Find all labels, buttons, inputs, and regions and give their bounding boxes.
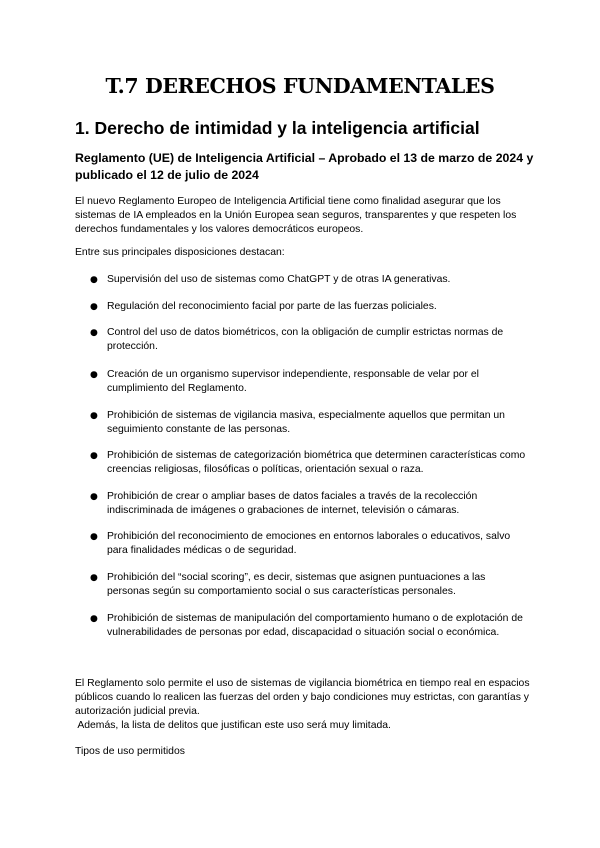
list-item-text: Prohibición del “social scoring”, es decir, sistemas que asignen puntuaciones a las personas según su comportamiento social o sus características personales. bbox=[107, 572, 486, 597]
bullet-icon: ● bbox=[90, 370, 98, 380]
list-item-text: Regulación del reconocimiento facial por parte de las fuerzas policiales. bbox=[107, 301, 437, 312]
bullet-icon: ● bbox=[90, 532, 98, 542]
bullet-icon: ● bbox=[90, 451, 98, 461]
bullet-icon: ● bbox=[90, 302, 98, 312]
provisions-lead: Entre sus principales disposiciones destacan: bbox=[75, 247, 285, 258]
intro-paragraph: El nuevo Reglamento Europeo de Inteligencia Artificial tiene como finalidad asegurar que los sistemas de IA empleados en la Unión Europea sean seguros, transparentes y que respeten los derechos fundamentales y los valores democráticos europeos. bbox=[75, 196, 517, 235]
bullet-icon: ● bbox=[90, 328, 98, 338]
list-item-text: Prohibición de sistemas de categorización biométrica que determinen características como creencias religiosas, filosóficas o políticas, orientación sexual o raza. bbox=[107, 450, 526, 475]
closing-paragraph: El Reglamento solo permite el uso de sistemas de vigilancia biométrica en tiempo real en espacios públicos cuando lo realicen las fuerzas del orden y bajo condiciones muy estrictas, con garantías y autorización judicial previa. bbox=[75, 678, 530, 717]
list-item-text: Prohibición de sistemas de vigilancia masiva, especialmente aquellos que permitan un seguimiento constante de las personas. bbox=[107, 410, 505, 435]
list-item-text: Control del uso de datos biométricos, con la obligación de cumplir estrictas normas de protección. bbox=[107, 327, 504, 352]
list-item-text: Prohibición de crear o ampliar bases de datos faciales a través de la recolección indiscriminada de imágenes o grabaciones de internet, televisión o cámaras. bbox=[107, 491, 478, 516]
permitted-uses-heading: Tipos de uso permitidos bbox=[75, 746, 185, 757]
bullet-icon: ● bbox=[90, 492, 98, 502]
bullet-icon: ● bbox=[90, 614, 98, 624]
bullet-icon: ● bbox=[90, 411, 98, 421]
bullet-icon: ● bbox=[90, 573, 98, 583]
regulation-subtitle: Reglamento (UE) de Inteligencia Artificial – Aprobado el 13 de marzo de 2024 y publicado el 12 de julio de 2024 bbox=[75, 151, 534, 182]
section-title: 1. Derecho de intimidad y la inteligencia artificial bbox=[75, 118, 480, 138]
document-title: T.7 DERECHOS FUNDAMENTALES bbox=[105, 74, 495, 98]
list-item-text: Supervisión del uso de sistemas como ChatGPT y de otras IA generativas. bbox=[107, 274, 451, 285]
closing-note: Además, la lista de delitos que justifican este uso será muy limitada. bbox=[75, 720, 391, 731]
list-item-text: Prohibición de sistemas de manipulación del comportamiento humano o de explotación de vulnerabilidades de personas por edad, discapacidad o situación social o económica. bbox=[107, 613, 523, 638]
list-item-text: Prohibición del reconocimiento de emociones en entornos laborales o educativos, salvo para finalidades médicas o de seguridad. bbox=[107, 531, 511, 556]
list-item-text: Creación de un organismo supervisor independiente, responsable de velar por el cumplimiento del Reglamento. bbox=[107, 369, 479, 394]
bullet-icon: ● bbox=[90, 275, 98, 285]
